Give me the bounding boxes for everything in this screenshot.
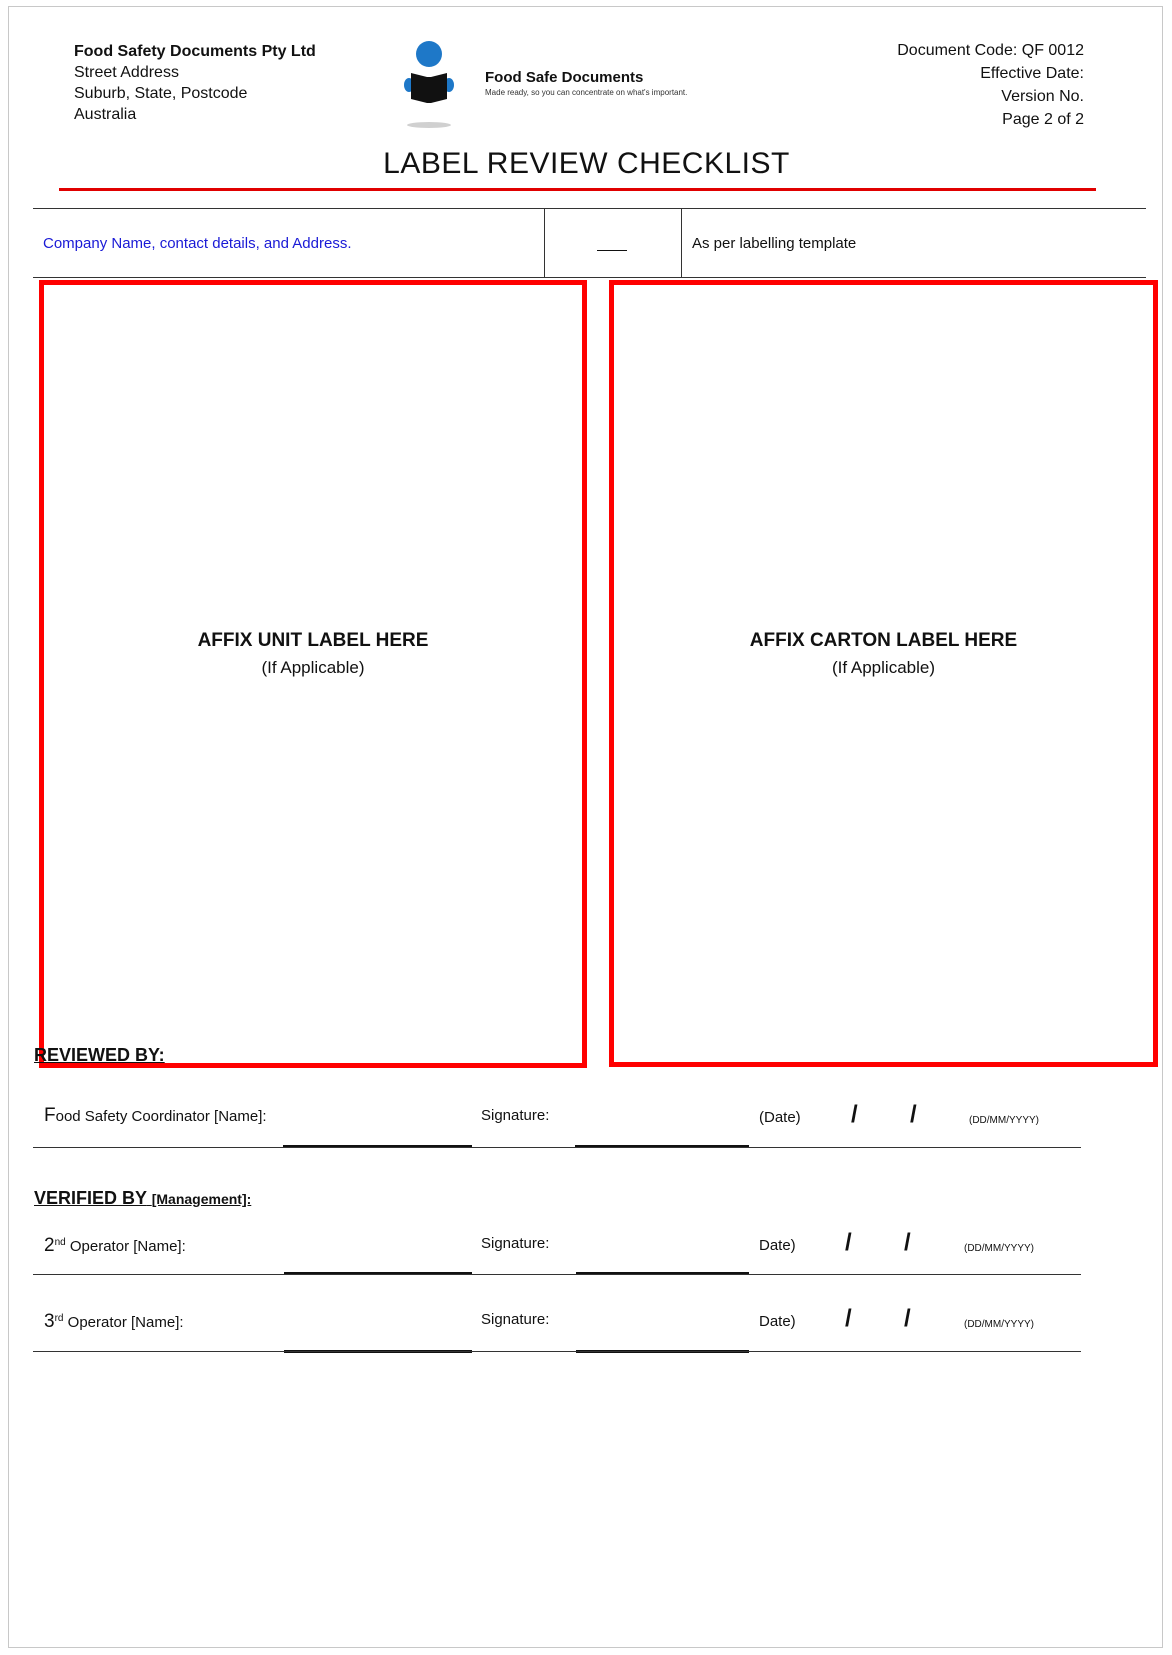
signature-label: Signature: xyxy=(481,1235,550,1252)
verified-by-title: VERIFIED BY xyxy=(34,1188,147,1208)
date-separator: / xyxy=(845,1229,852,1256)
date-label: Date) xyxy=(759,1237,796,1254)
coordinator-name-label xyxy=(44,1105,267,1127)
check-blank[interactable] xyxy=(597,236,627,251)
logo-tagline: Made ready, so you can concentrate on what's important. xyxy=(485,88,688,97)
unit-label-title: AFFIX UNIT LABEL HERE xyxy=(197,630,429,651)
label-text: Operator [Name]: xyxy=(65,1238,186,1255)
carton-label-caption xyxy=(614,630,1153,678)
signature-label: Signature: xyxy=(481,1311,550,1328)
ordinal-suffix: rd xyxy=(54,1313,64,1324)
date-separator: / xyxy=(904,1229,911,1256)
date-label: Date) xyxy=(759,1313,796,1330)
third-operator-label xyxy=(44,1311,184,1333)
carton-label-box xyxy=(609,280,1158,1067)
date-separator: / xyxy=(904,1305,911,1332)
date-format: (DD/MM/YYYY) xyxy=(969,1115,1039,1126)
label-text: ood Safety Coordinator [Name]: xyxy=(55,1108,267,1125)
column-divider xyxy=(544,209,545,277)
operator-number: 3 xyxy=(44,1311,55,1332)
verified-by-qualifier: [Management]: xyxy=(151,1191,252,1207)
ordinal-suffix: nd xyxy=(54,1237,66,1248)
company-name: Food Safety Documents Pty Ltd xyxy=(74,43,316,60)
carton-label-title: AFFIX CARTON LABEL HERE xyxy=(749,630,1018,651)
page-number: Page 2 of 2 xyxy=(1002,111,1084,128)
carton-label-subtitle: (If Applicable) xyxy=(832,658,935,677)
page-title: LABEL REVIEW CHECKLIST xyxy=(383,147,790,180)
address-line-1: Street Address xyxy=(74,64,179,81)
label-text: Operator [Name]: xyxy=(63,1314,184,1331)
unit-label-subtitle: (If Applicable) xyxy=(261,658,365,677)
checklist-item: Company Name, contact details, and Address. xyxy=(43,235,352,252)
checklist-row xyxy=(33,208,1146,278)
second-operator-label xyxy=(44,1235,186,1257)
row-divider xyxy=(33,1274,1081,1275)
effective-date: Effective Date: xyxy=(980,65,1084,82)
unit-label-caption xyxy=(44,630,582,678)
date-separator: / xyxy=(851,1101,858,1128)
date-format: (DD/MM/YYYY) xyxy=(964,1243,1034,1254)
version-number: Version No. xyxy=(1001,88,1084,105)
unit-label-box xyxy=(39,280,587,1068)
date-format: (DD/MM/YYYY) xyxy=(964,1319,1034,1330)
date-label: (Date) xyxy=(759,1109,801,1126)
label-initial: F xyxy=(44,1105,56,1126)
column-divider xyxy=(681,209,682,277)
row-divider xyxy=(33,1147,1081,1148)
date-separator: / xyxy=(910,1101,917,1128)
date-separator: / xyxy=(845,1305,852,1332)
document-page xyxy=(8,6,1163,1648)
row-divider xyxy=(33,1351,1081,1352)
logo-title: Food Safe Documents xyxy=(485,69,644,86)
signature-label: Signature: xyxy=(481,1107,550,1124)
reviewed-by-heading: REVIEWED BY: xyxy=(34,1045,165,1065)
checklist-reference: As per labelling template xyxy=(692,235,857,252)
company-block xyxy=(74,41,316,125)
logo-text xyxy=(485,69,687,97)
document-meta xyxy=(809,39,1084,131)
operator-number: 2 xyxy=(44,1235,55,1256)
title-underline xyxy=(59,188,1096,191)
address-line-2: Suburb, State, Postcode xyxy=(74,85,248,102)
document-code: Document Code: QF 0012 xyxy=(897,42,1084,59)
verified-by-heading xyxy=(34,1188,251,1209)
address-line-3: Australia xyxy=(74,106,137,123)
